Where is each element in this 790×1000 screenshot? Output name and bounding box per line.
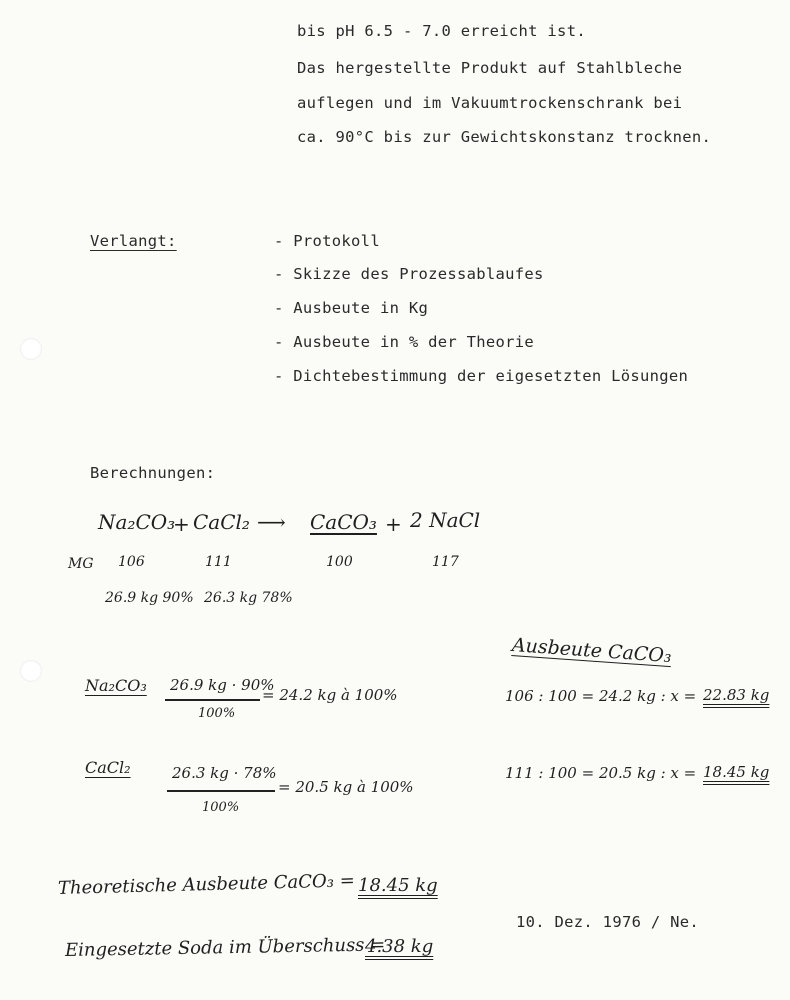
ausbeute-row1-left: 106 : 100 = 24.2 kg : x = — [505, 687, 697, 705]
mg-cacl2: 111 — [205, 554, 232, 570]
cacl2-calc-result: = 20.5 kg à 100% — [278, 778, 414, 796]
date-line: 10. Dez. 1976 / Ne. — [516, 913, 700, 931]
intro-line-1: bis pH 6.5 - 7.0 erreicht ist. — [297, 22, 586, 40]
mg-nacl: 117 — [432, 554, 459, 570]
verlangt-item-skizze: - Skizze des Prozessablaufes — [274, 265, 544, 283]
ausbeute-row2-result: 18.45 kg — [703, 763, 770, 781]
equation-na2co3: Na₂CO₃ — [98, 510, 176, 534]
cacl2-calc-denominator: 100% — [202, 800, 240, 815]
na2co3-calc-denominator: 100% — [198, 706, 236, 721]
ausbeute-title: Ausbeute CaCO₃ — [511, 634, 673, 668]
intro-line-4: ca. 90°C bis zur Gewichtskonstanz trocknen. — [297, 128, 712, 146]
verlangt-label: Verlangt: — [90, 232, 177, 250]
equation-nacl: 2 NaCl — [410, 508, 481, 532]
na2co3-fraction-line — [165, 699, 260, 701]
cacl2-calc-numerator: 26.3 kg · 78% — [172, 764, 277, 782]
verlangt-item-ausbeute-kg: - Ausbeute in Kg — [274, 299, 429, 317]
equation-plus-2: + — [385, 512, 402, 536]
punch-hole-bottom — [20, 660, 42, 682]
equation-arrow: ⟶ — [257, 510, 286, 534]
theoretical-value: 18.45 kg — [358, 875, 438, 896]
mg-caco3: 100 — [326, 554, 353, 570]
intro-line-2: Das hergestellte Produkt auf Stahlbleche — [297, 59, 683, 77]
ausbeute-row2-left: 111 : 100 = 20.5 kg : x = — [505, 764, 697, 782]
ausbeute-row1-result: 22.83 kg — [703, 686, 770, 704]
cacl2-calc-label: CaCl₂ — [85, 758, 131, 777]
equation-plus-1: + — [173, 512, 190, 536]
verlangt-item-dichte: - Dichtebestimmung der eigesetzten Lösungen — [274, 367, 689, 385]
verlangt-item-ausbeute-prozent: - Ausbeute in % der Theorie — [274, 333, 535, 351]
input-na2co3: 26.9 kg 90% — [105, 590, 194, 606]
cacl2-fraction-line — [167, 790, 275, 792]
mg-na2co3: 106 — [118, 554, 145, 570]
na2co3-calc-numerator: 26.9 kg · 90% — [170, 676, 275, 694]
excess-value: 4.38 kg — [365, 936, 434, 957]
intro-line-3: auflegen und im Vakuumtrockenschrank bei — [297, 94, 683, 112]
berechnungen-label: Berechnungen: — [90, 464, 216, 482]
equation-cacl2: CaCl₂ — [193, 510, 250, 534]
punch-hole-top — [20, 338, 42, 360]
na2co3-calc-result: = 24.2 kg à 100% — [262, 686, 398, 704]
equation-caco3: CaCO₃ — [310, 510, 377, 534]
na2co3-calc-label: Na₂CO₃ — [85, 676, 147, 695]
excess-label: Eingesetzte Soda im Überschuss = — [64, 934, 386, 961]
mg-label: MG — [68, 556, 94, 572]
input-cacl2: 26.3 kg 78% — [204, 590, 293, 606]
verlangt-item-protokoll: - Protokoll — [274, 232, 380, 250]
theoretical-label: Theoretische Ausbeute CaCO₃ = — [57, 870, 356, 899]
